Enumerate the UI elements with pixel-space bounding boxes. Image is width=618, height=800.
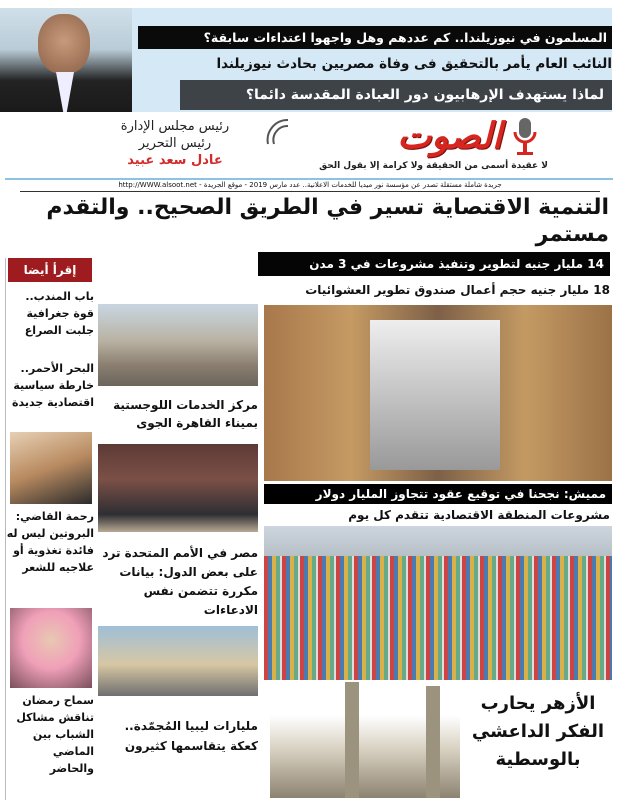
editor-name: عادل سعد عبيد (127, 153, 223, 168)
microphone-icon (512, 116, 538, 158)
airport-photo (98, 304, 258, 386)
top-headline-2[interactable]: النائب العام يأمر بالتحقيق فى وفاة مصريين بحادث نيوزيلندا (216, 56, 612, 72)
sidebar-item[interactable]: رحمة القاضي: البروتين ليس له فائدة تغذوية أو علاجيه للشعر (6, 510, 94, 574)
sidebar-photo-2 (10, 608, 92, 688)
top-headline-1[interactable]: المسلمون في نيوزيلندا.. كم عددهم وهل واجهوا اعتداءات سابقة؟ (138, 26, 612, 49)
subheadline-2[interactable]: 18 مليار جنيه حجم أعمال صندوق تطوير العشوائيات (305, 283, 610, 297)
editor-photo-face (38, 14, 90, 74)
slogan: لا عقيدة أسمى من الحقيقة ولا كرامة إلا بقول الحق (319, 161, 548, 171)
caption-economic-zone[interactable]: مشروعات المنطقة الاقتصادية تتقدم كل يوم (348, 508, 610, 522)
tunnel-opening (370, 320, 500, 470)
libya-photo (98, 626, 258, 696)
subheadline-1[interactable]: 14 مليار جنيه لتطوير وتنفيذ مشروعات في 3 مدن (258, 252, 610, 276)
divider (5, 178, 613, 180)
sidebar-item[interactable]: باب المندب.. قوة جغرافية جلبت الصراع (24, 290, 94, 337)
editor-line2: رئيس التحرير (138, 136, 212, 151)
masthead-logo (262, 116, 542, 158)
azhar-headline[interactable]: الأزهر يحارب الفكر الداعشي بالوسطية (471, 693, 605, 770)
sidebar-item[interactable]: البحر الأحمر.. خارطة سياسية اقتصادية جديدة (12, 362, 94, 409)
sidebar-photo-1 (10, 432, 92, 504)
top-headline-3[interactable]: لماذا يستهدف الإرهابيون دور العبادة المقدسة دائما؟ (180, 80, 612, 110)
story-airport[interactable]: مركز الخدمات اللوجستية بميناء القاهرة الجوى (113, 398, 258, 430)
port-sky (264, 526, 612, 556)
minaret-2 (426, 686, 440, 798)
minaret-1 (345, 682, 359, 798)
story-libya[interactable]: مليارات ليبيا المُجمّدة.. كعكة يتقاسمها كثيرون (124, 719, 258, 753)
un-photo (98, 444, 258, 532)
editor-credits (110, 118, 240, 169)
editor-line1: رئيس مجلس الإدارة (120, 119, 230, 134)
story-un[interactable]: مصر في الأمم المتحدة ترد على بعض الدول: بيانات مكررة تتضمن نفس الادعاءات (102, 546, 258, 617)
signal-icon (262, 116, 302, 146)
issue-info: جريدة شاملة مستقلة تصدر عن مؤسسة نور ميديا للخدمات الاعلانية.. عدد مارس 2019 - موقع الجريدة - http://WWW.alsoot.net (20, 181, 600, 192)
main-headline[interactable]: التنمية الاقتصاية تسير في الطريق الصحيح.. والتقدم مستمر (46, 195, 609, 247)
sidebar-item[interactable]: سماح رمضان تناقش مشاكل الشباب بين الماضي والحاضر (16, 694, 94, 775)
caption-mamish[interactable]: مميش: نجحنا في توقيع عقود تتجاوز المليار دولار (264, 484, 612, 504)
read-also-header: إقرأ أيضا (8, 258, 92, 282)
logo-text: الصوت (397, 116, 502, 157)
